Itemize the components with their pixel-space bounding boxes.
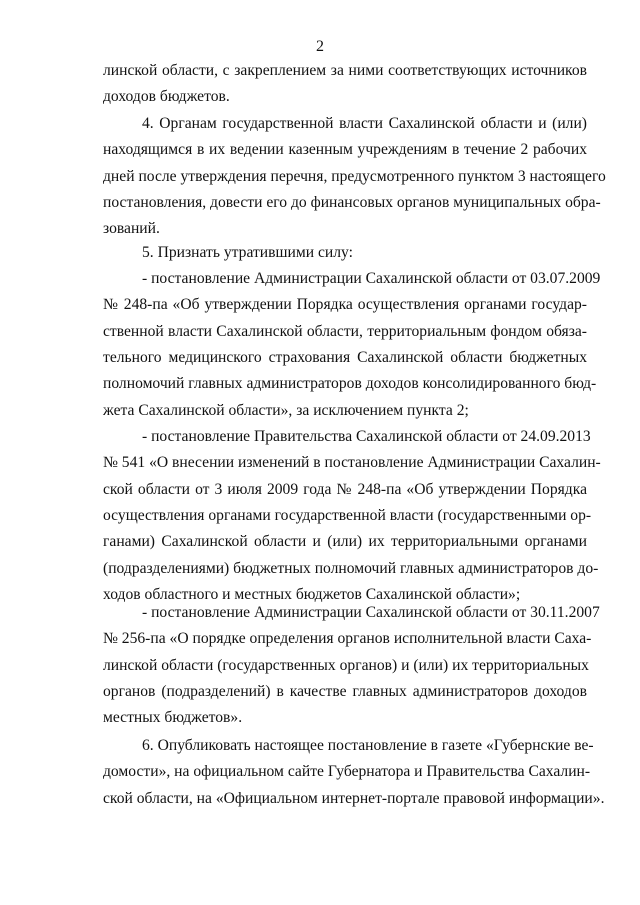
text-line: (подразделениями) бюджетных полномочий главных администраторов до- (103, 559, 599, 577)
text-line: 4. Органам государственной власти Сахалинской области и (или) (142, 115, 587, 132)
text-line: жета Сахалинской области», за исключением пункта 2; (103, 401, 469, 419)
text-line: - постановление Администрации Сахалинской области от 30.11.2007 (142, 604, 600, 621)
text-line: домости», на официальном сайте Губернатора и Правительства Сахалин- (103, 763, 591, 781)
text-line: - постановление Правительства Сахалинской области от 24.09.2013 (142, 428, 591, 445)
text-line: доходов бюджетов. (103, 88, 230, 106)
paragraph-item-5 (103, 240, 587, 266)
text-line: - постановление Администрации Сахалинской области от 03.07.2009 (142, 270, 601, 287)
text-line: полномочий главных администраторов доходов консолидированного бюд- (103, 375, 597, 393)
text-line: ской области от 3 июля 2009 года № 248-па «Об утверждении Порядка (103, 480, 587, 498)
text-line: ственной власти Сахалинской области, территориальным фондом обяза- (103, 322, 587, 340)
text-line: ской области, на «Официальном интернет-портале правовой информации». (103, 789, 605, 807)
text-line: № 541 «О внесении изменений в постановление Администрации Сахалин- (103, 454, 601, 472)
text-line: № 256-па «О порядке определения органов исполнительной власти Саха- (103, 630, 592, 648)
text-line: местных бюджетов». (103, 709, 243, 727)
text-line: ганами) Сахалинской области и (или) их территориальными органами (103, 533, 587, 551)
paragraph-repealed-3 (103, 600, 600, 732)
text-line: линской области, с закреплением за ними соответствующих источников (103, 62, 587, 79)
paragraph-item-4 (103, 111, 606, 243)
paragraph-repealed-2 (103, 424, 601, 608)
text-line: зований. (103, 220, 160, 238)
text-line: органов (подразделений) в качестве главных администраторов доходов (103, 683, 587, 701)
text-line: линской области (государственных органов) и (или) их территориальных (103, 656, 589, 674)
text-line: находящимся в их ведении казенным учреждениям в течение 2 рабочих (103, 141, 587, 159)
text-line: постановления, довести его до финансовых органов муниципальных обра- (103, 194, 601, 212)
text-line: 6. Опубликовать настоящее постановление в газете «Губернские ве- (142, 737, 594, 754)
text-line: осуществления органами государственной власти (государственными ор- (103, 507, 592, 525)
text-line: № 248-па «Об утверждении Порядка осуществления органами государ- (103, 296, 587, 314)
page-number: 2 (316, 38, 324, 55)
text-line: ходов областного и местных бюджетов Сахалинской области»; (103, 586, 521, 604)
paragraph-item-6 (103, 733, 605, 812)
text-line: 5. Признать утратившими силу: (142, 244, 353, 261)
paragraph-continuation (103, 58, 587, 111)
text-line: тельного медицинского страхования Сахалинской области бюджетных (103, 349, 587, 367)
text-line: дней после утверждения перечня, предусмотренного пунктом 3 настоящего (103, 167, 606, 185)
paragraph-repealed-1 (103, 266, 601, 424)
